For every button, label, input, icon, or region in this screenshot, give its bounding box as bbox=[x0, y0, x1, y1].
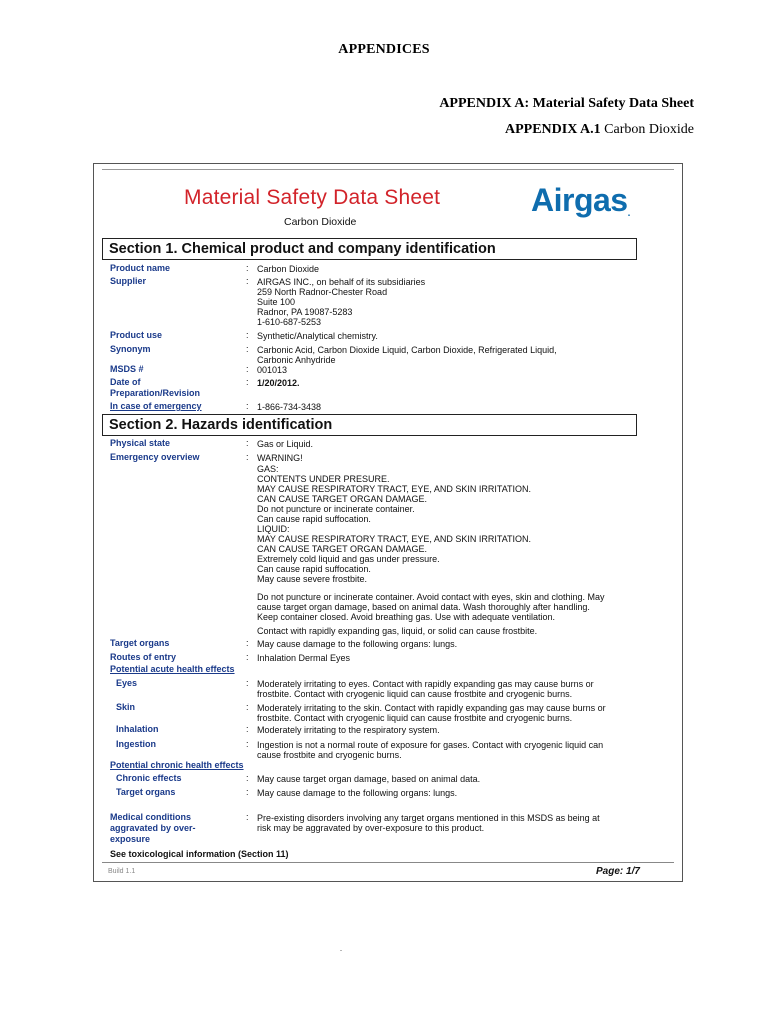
frostbite-note: Contact with rapidly expanding gas, liquid, or solid can cause frostbite. bbox=[257, 626, 538, 636]
value-physical-state: Gas or Liquid. bbox=[257, 439, 314, 449]
colon: : bbox=[246, 330, 249, 340]
label-date-of-preparation: Date of Preparation/Revision bbox=[110, 377, 201, 398]
label-msds-number: MSDS # bbox=[110, 364, 144, 374]
logo-mark: . bbox=[627, 208, 630, 219]
value-chronic-effects: May cause target organ damage, based on animal data. bbox=[257, 774, 481, 784]
value-msds-number: 001013 bbox=[257, 365, 288, 375]
label-routes-of-entry: Routes of entry bbox=[110, 652, 177, 662]
colon: : bbox=[246, 678, 249, 688]
section-2-heading: Section 2. Hazards identification bbox=[102, 414, 637, 436]
footer-build: Build 1.1 bbox=[108, 868, 136, 875]
colon: : bbox=[246, 364, 249, 374]
label-product-use: Product use bbox=[110, 330, 163, 340]
label-skin: Skin bbox=[116, 702, 136, 712]
value-ingestion: Ingestion is not a normal route of exposure for gases. Contact with cryogenic liquid can cause frostbite and cryogenic burns. bbox=[257, 740, 604, 760]
emergency-paragraph: Do not puncture or incinerate container. Avoid contact with eyes, skin and clothing. May cause target organ damage, based on animal data. Wash thoroughly after handling. Keep container closed. Avoid breathing gas. Use with adequate ventilation. bbox=[257, 592, 605, 622]
airgas-logo bbox=[531, 182, 630, 219]
colon: : bbox=[246, 438, 249, 448]
colon: : bbox=[246, 739, 249, 749]
emergency-text-block: GAS: CONTENTS UNDER PRESURE. MAY CAUSE RESPIRATORY TRACT, EYE, AND SKIN IRRITATION. CAN CAUSE TARGET ORGAN DAMAGE. Do not puncture or incinerate container. Can cause rapid suffocation. LIQUID: MAY CAUSE RESPIRATORY TRACT, EYE, AND SKIN IRRITATION. CAN CAUSE TARGET ORGAN DAMAGE. Extremely cold liquid and gas under pressure. Can cause rapid suffocation. May cause severe frostbite. bbox=[257, 464, 532, 584]
footer-rule bbox=[102, 862, 674, 863]
chronic-effects-heading: Potential chronic health effects bbox=[110, 760, 244, 770]
value-supplier: AIRGAS INC., on behalf of its subsidiaries 259 North Radnor-Chester Road Suite 100 Radnor, PA 19087-5283 1-610-687-5253 bbox=[257, 277, 426, 327]
value-routes-of-entry: Inhalation Dermal Eyes bbox=[257, 653, 351, 663]
appendix-a-heading bbox=[439, 96, 694, 112]
footer-page-number: Page: 1/7 bbox=[596, 866, 640, 877]
colon: : bbox=[246, 652, 249, 662]
value-warning: WARNING! bbox=[257, 453, 303, 463]
value-emergency-phone: 1-866-734-3438 bbox=[257, 402, 322, 412]
colon: : bbox=[246, 812, 249, 822]
label-eyes: Eyes bbox=[116, 678, 138, 688]
appendix-a1-label: APPENDIX A.1 bbox=[505, 122, 601, 137]
page-heading: APPENDICES bbox=[338, 42, 430, 57]
value-synonym: Carbonic Acid, Carbon Dioxide Liquid, Carbon Dioxide, Refrigerated Liquid, Carbonic Anhydride bbox=[257, 345, 557, 365]
label-medical-conditions: Medical conditions aggravated by over- exposure bbox=[110, 812, 196, 844]
logo-text: Airgas bbox=[531, 182, 628, 218]
acute-effects-heading: Potential acute health effects bbox=[110, 664, 235, 674]
label-chronic-effects: Chronic effects bbox=[116, 773, 182, 783]
value-chronic-target-organs: May cause damage to the following organs: lungs. bbox=[257, 788, 458, 798]
see-toxicological-info: See toxicological information (Section 11) bbox=[110, 849, 289, 859]
appendix-a1-heading bbox=[505, 122, 694, 138]
value-product-use: Synthetic/Analytical chemistry. bbox=[257, 331, 378, 341]
label-ingestion: Ingestion bbox=[116, 739, 156, 749]
colon: : bbox=[246, 702, 249, 712]
colon: : bbox=[246, 638, 249, 648]
top-rule bbox=[102, 169, 674, 170]
value-eyes: Moderately irritating to eyes. Contact with rapidly expanding gas may cause burns or frostbite. Contact with cryogenic liquid can cause frostbite and cryogenic burns. bbox=[257, 679, 594, 699]
value-product-name: Carbon Dioxide bbox=[257, 264, 320, 274]
colon: : bbox=[246, 377, 249, 387]
section-1-heading: Section 1. Chemical product and company identification bbox=[102, 238, 637, 260]
colon: : bbox=[246, 401, 249, 411]
label-emergency-overview: Emergency overview bbox=[110, 452, 200, 462]
appendix-a-label: APPENDIX A: Material Safety Data Sheet bbox=[439, 96, 694, 111]
colon: : bbox=[246, 787, 249, 797]
msds-subtitle: Carbon Dioxide bbox=[284, 216, 357, 228]
value-date-of-preparation: 1/20/2012. bbox=[257, 378, 300, 388]
msds-sheet-image bbox=[93, 163, 683, 882]
label-supplier: Supplier bbox=[110, 276, 147, 286]
value-inhalation: Moderately irritating to the respiratory system. bbox=[257, 725, 440, 735]
colon: : bbox=[246, 773, 249, 783]
value-skin: Moderately irritating to the skin. Contact with rapidly expanding gas may cause burns or frostbite. Contact with cryogenic liquid can cause frostbite and cryogenic burns. bbox=[257, 703, 606, 723]
value-target-organs: May cause damage to the following organs: lungs. bbox=[257, 639, 458, 649]
label-physical-state: Physical state bbox=[110, 438, 171, 448]
page-marker: . bbox=[340, 944, 342, 953]
colon: : bbox=[246, 276, 249, 286]
label-emergency: In case of emergency bbox=[110, 401, 202, 411]
colon: : bbox=[246, 263, 249, 273]
label-inhalation: Inhalation bbox=[116, 724, 159, 734]
colon: : bbox=[246, 724, 249, 734]
label-synonym: Synonym bbox=[110, 344, 151, 354]
msds-title: Material Safety Data Sheet bbox=[184, 186, 441, 209]
colon: : bbox=[246, 344, 249, 354]
value-medical-conditions: Pre-existing disorders involving any target organs mentioned in this MSDS as being at risk may be aggravated by over-exposure to this product. bbox=[257, 813, 600, 833]
colon: : bbox=[246, 452, 249, 462]
appendix-a1-title: Carbon Dioxide bbox=[604, 122, 694, 137]
label-target-organs: Target organs bbox=[110, 638, 170, 648]
label-chronic-target-organs: Target organs bbox=[116, 787, 176, 797]
label-product-name: Product name bbox=[110, 263, 171, 273]
